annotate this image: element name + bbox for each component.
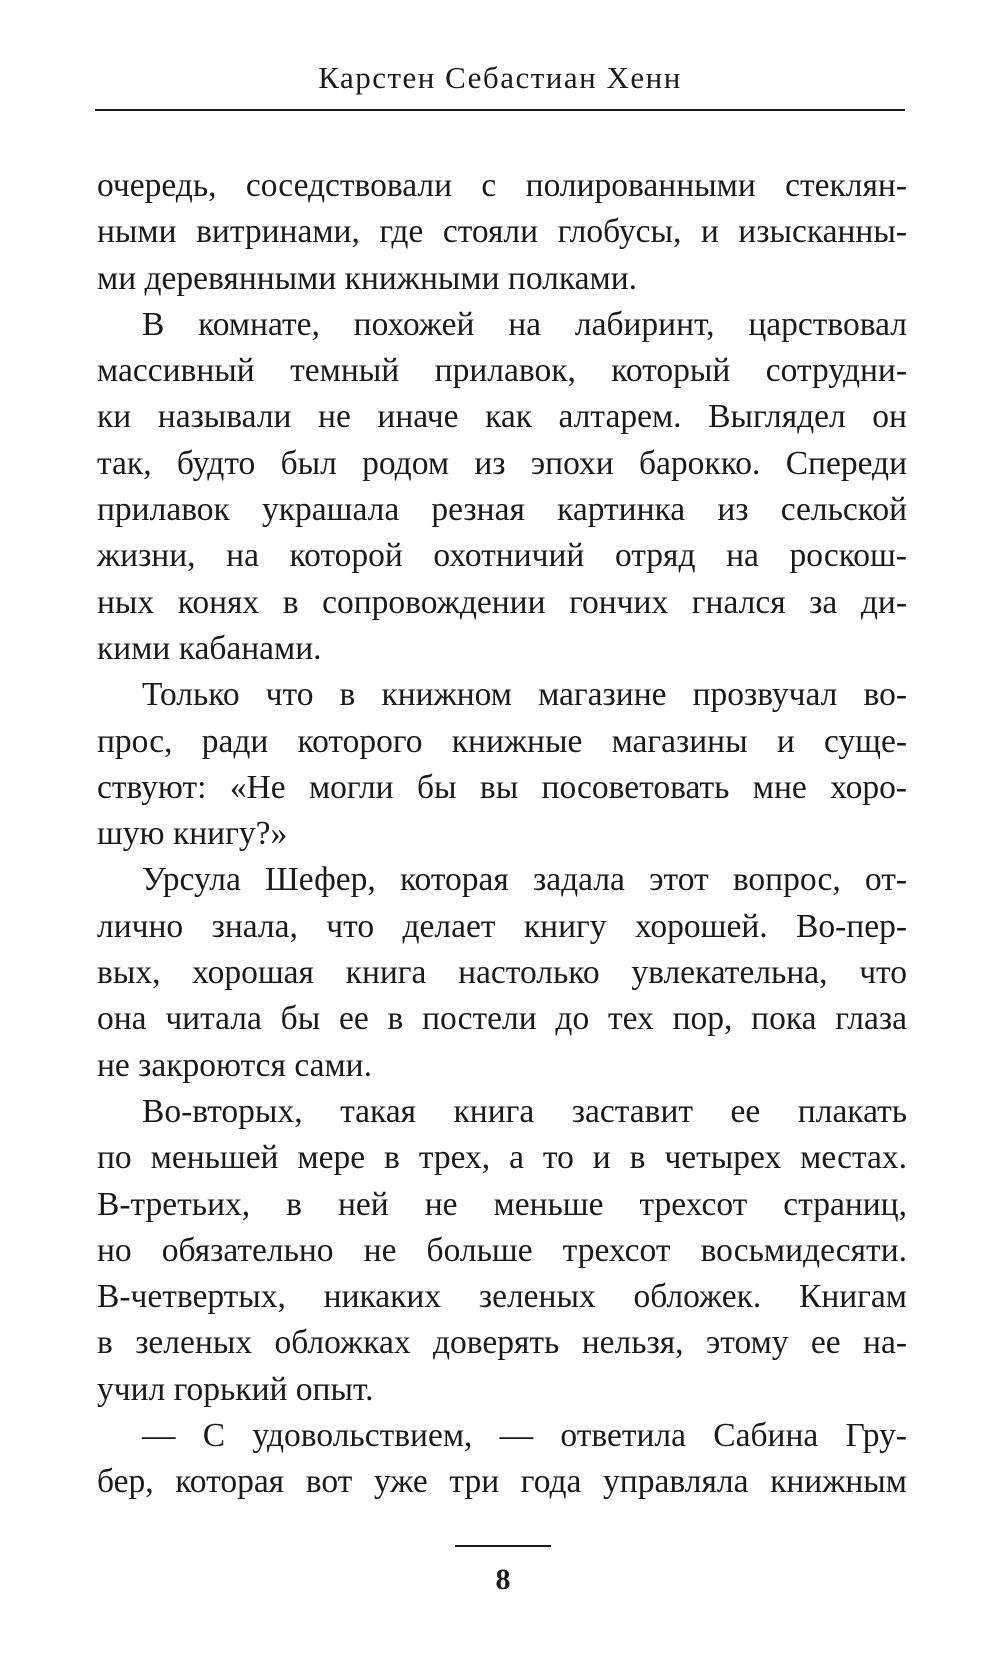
page-number: 8 — [495, 1563, 511, 1596]
footer-rule — [455, 1545, 551, 1547]
running-head-title: Карстен Себастиан Хенн — [318, 60, 682, 95]
text-line: Только что в книжном магазине прозвучал во- — [142, 676, 907, 714]
text-line: так, будто был родом из эпохи барокко. Спереди — [97, 444, 907, 482]
text-line: прос, ради которого книжные магазины и суще- — [97, 722, 907, 760]
text-line: но обязательно не больше трехсот восьмидесяти. — [97, 1231, 907, 1269]
text-line: по меньшей мере в трех, а то и в четырех местах. — [97, 1139, 907, 1177]
text-line: массивный темный прилавок, который сотрудни- — [97, 352, 907, 390]
text-line: Урсула Шефер, которая задала этот вопрос, от- — [142, 861, 907, 899]
text-line: жизни, на которой охотничий отряд на роскош- — [97, 537, 907, 575]
text-line: ми деревянными книжными полками. — [97, 259, 637, 297]
text-line: В комнате, похожей на лабиринт, царствовал — [142, 305, 907, 343]
text-line: В-третьих, в ней не меньше трехсот страниц, — [97, 1185, 907, 1223]
text-line: учил горький опыт. — [97, 1370, 374, 1408]
text-line: очередь, соседствовали с полированными стеклян- — [97, 167, 907, 204]
text-line: она читала бы ее в постели до тех пор, пока глаза — [97, 1000, 907, 1038]
text-line: не закроются сами. — [97, 1046, 372, 1084]
text-line: ствуют: «Не могли бы вы посоветовать мне хоро- — [97, 768, 907, 806]
text-line: ных конях в сопровождении гончих гнался за ди- — [97, 583, 907, 621]
text-line: — С удовольствием, — ответила Сабина Гру- — [142, 1417, 907, 1455]
body-text — [97, 163, 907, 1506]
text-line: в зеленых обложках доверять нельзя, этому ее на- — [97, 1324, 907, 1362]
text-line: Во-вторых, такая книга заставит ее плакать — [142, 1092, 907, 1130]
text-line: ными витринами, где стояли глобусы, и изысканны- — [97, 213, 907, 251]
text-line: В-четвертых, никаких зеленых обложек. Книгам — [97, 1278, 907, 1316]
text-line: кими кабанами. — [97, 629, 322, 667]
text-line: вых, хорошая книга настолько увлекательна, что — [97, 954, 907, 992]
header-rule — [95, 109, 905, 111]
text-line: шую книгу?» — [97, 815, 288, 853]
text-line: прилавок украшала резная картинка из сельской — [97, 491, 907, 529]
text-line: ки называли не иначе как алтарем. Выглядел он — [97, 398, 907, 436]
text-line: лично знала, что делает книгу хорошей. Во-пер- — [97, 907, 907, 945]
text-line: бер, которая вот уже три года управляла книжным — [97, 1463, 907, 1501]
